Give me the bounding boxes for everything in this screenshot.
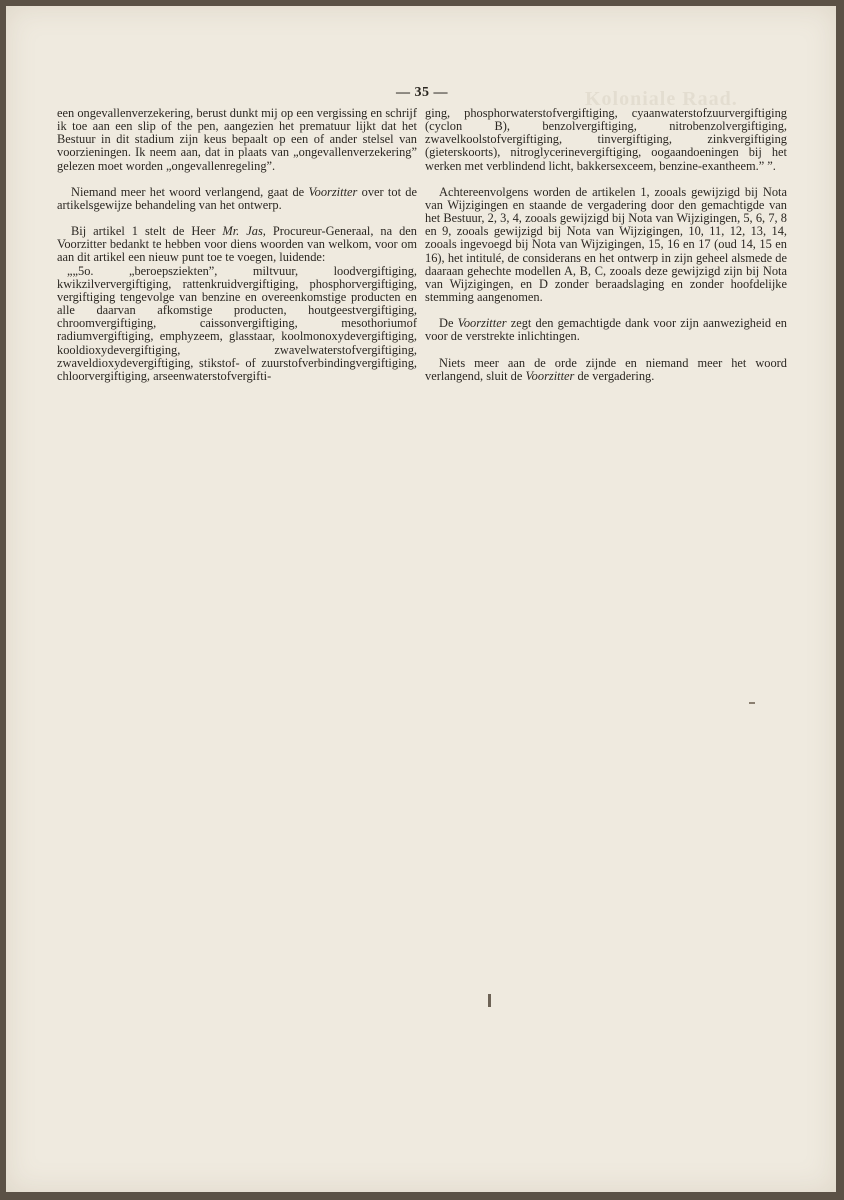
paragraph: Bij artikel 1 stelt de Heer Mr. Jas, Procureur-Generaal, na den Voorzitter bedankt te hebben voor diens woorden van welkom, voor om aan dit artikel een nieuw punt toe te voegen, luidende:	[57, 224, 417, 265]
paragraph: Niemand meer het woord verlangend, gaat de Voorzitter over tot de artikelsgewijze behandeling van het ontwerp.	[57, 184, 417, 212]
emphasis: Voorzitter	[525, 368, 575, 383]
paragraph: ging, phosphorwaterstofvergiftiging, cyaanwaterstofzuurvergiftiging (cyclon B), benzolvergiftiging, nitrobenzolvergiftiging, zwavelkoolstofvergiftiging, tinvergiftiging, zinkvergiftiging (gieterskoorts), nitroglycerinevergiftiging, oogaandoeningen bij het werken met verblindend licht, bakkersexceem, benzine-exantheem.” ”.	[425, 106, 787, 173]
paragraph: De Voorzitter zegt den gemachtigde dank voor zijn aanwezigheid en voor de verstrekte inlichtingen.	[425, 316, 788, 344]
emphasis: Mr. Jas,	[222, 224, 266, 239]
emphasis: Voorzitter	[308, 184, 358, 199]
paragraph: Achtereenvolgens worden de artikelen 1, zooals gewijzigd bij Nota van Wijzigingen en staande de vergadering door den gemachtigde van het Bestuur, 2, 3, 4, zooals gewijzigd bij Nota van Wijzigingen, 5, 6, 7, 8 en 9, zooals gewijzigd bij Nota van Wijzigingen, 10, 11, 12, 13, 14, zooals ingevoegd bij Nota van Wijzigingen, 15, 16 en 17 (oud 14, 15 en 16), het intitulé, de considerans en het ontwerp in zijn geheel alsmede de daaraan gehechte modellen A, B, C, zooals deze gewijzigd zijn bij Nota van Wijzigingen, en D zonder beraadslaging en zonder hoofdelijke stemming aangenomen.	[425, 184, 787, 305]
paragraph: een ongevallenverzekering, berust dunkt mij op een vergissing en schrijf ik toe aan een slip of the pen, aangezien het prematuur lijkt dat het Bestuur in dit stadium zijn keus bepaalt op een of ander stelsel van voorzieningen. Ik neem aan, dat in plaats van „ongevallenverzekering” gelezen moet worden „ongevallenregeling”.	[57, 106, 417, 173]
paragraph: Niets meer aan de orde zijnde en niemand meer het woord verlangend, sluit de Voorzitter de vergadering.	[425, 355, 787, 383]
ink-speck	[749, 702, 755, 704]
right-column	[425, 107, 787, 396]
ink-speck	[488, 994, 491, 1007]
quoted-amendment: „„5o. „beroepsziekten”, miltvuur, loodvergiftiging, kwikzilververgiftiging, rattenkruidvergiftiging, phosphorvergiftiging, vergiftiging tengevolge van benzine en overeenkomstige producten en alle daarvan afkomstige producten, houtgeestvergiftiging, chroomvergiftiging, caissonvergiftiging, mesothoriumof radiumvergiftiging, emphyzeem, glasstaar, koolmonoxydevergiftiging, kooldioxydevergiftiging, zwavelwaterstofvergiftiging, zwaveldioxydevergiftiging, stikstof- of zuurstofverbindingvergiftiging, chloorvergiftiging, arseenwaterstofvergifti-	[57, 263, 417, 383]
left-column	[57, 107, 417, 383]
emphasis: Voorzitter	[457, 316, 507, 331]
show-through-header: Koloniale Raad.	[585, 88, 738, 110]
page-number: — 35 —	[396, 85, 448, 100]
